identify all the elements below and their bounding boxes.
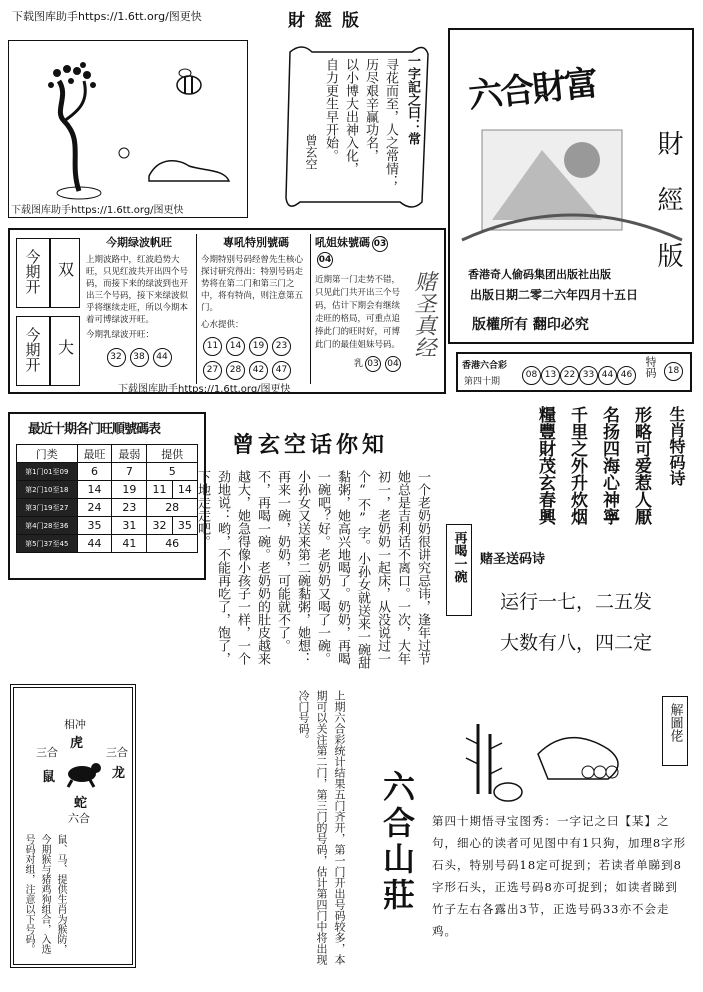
forecast-panel [8, 228, 446, 394]
col3-text: 近期第一门走势不错，只见此门共开出三个号码，估计下期会有继续走旺的格局，可重点追捧此门的旺时好，可博此门的最佳姐妹号码。 [315, 275, 401, 350]
tag-this-period-1: 今期开 [16, 238, 50, 308]
cover-panel [448, 28, 694, 344]
label-tiger: 虎 [70, 736, 84, 751]
col2-text: 今期特别号码经曾先生核心探讨研究得出：特别号码走势将在第二门和第三门之中，将有特尚，则注意第五门。 [201, 255, 304, 313]
lottery-result-bar [456, 352, 692, 392]
zodiac-poem-line-1: 形略可爱惹人厭 [631, 406, 651, 525]
special-number-ball: 18 [664, 362, 683, 381]
label-dragon: 龙 [112, 766, 126, 781]
col1-numbers [86, 344, 192, 367]
tag-double: 双 [50, 238, 80, 308]
riddle-line-4: 自力更生早开始。 [323, 58, 338, 162]
col2-title: 專吼特別號碼 [223, 236, 289, 249]
header-watermark: 下载图库助手https://1.6tt.org/图更快 [12, 10, 202, 23]
lottery-special-label: 特码 [644, 356, 657, 378]
column-sister-number [310, 234, 403, 384]
riddle-image-watermark: 下载图库助手https://1.6tt.org/图更快 [11, 205, 184, 216]
monkey-icon [62, 760, 102, 788]
cover-copyright: 版權所有 翻印必究 [472, 317, 589, 333]
col3-title-row [315, 234, 403, 268]
number-ball: 23 [272, 337, 291, 356]
story-side-title: 再喝一碗 [451, 531, 467, 583]
stats-header-best: 最旺 [77, 445, 112, 463]
riddle-scroll [282, 42, 432, 212]
label-liuhe: 六合 [68, 812, 90, 825]
zodiac-poem-title: 生肖特码诗 [667, 406, 686, 486]
col1-text: 上期波路中，红波趋势大旺，只见红波共开出四个号码，而接下来的绿波到也开出三个号码，接下来绿波似乎将继续走旺，所以今期本着可博绿波开旺。 [86, 255, 189, 325]
number-ball: 11 [203, 337, 222, 356]
interpretation-label-box [662, 696, 688, 766]
lottery-label: 香港六合彩 [462, 361, 508, 371]
number-ball: 03 [372, 236, 388, 252]
zodiac-poem-line-2: 名扬四海心神寧 [599, 406, 619, 525]
number-ball: 13 [541, 366, 560, 385]
stats-header-supply: 提供 [147, 445, 198, 463]
col3-foot: 乳 [353, 359, 363, 369]
zodiac-poem-line-4: 糧豐財茂玄春興 [535, 406, 555, 525]
number-ball: 44 [598, 366, 617, 385]
center-article: 上期六合彩统计结果五门齐开，第一门开出号码较多，本期可以关注第二门，第三门的号码，估计第四门中将出现冷门号码。 [297, 690, 346, 965]
riddle-author: 曾玄空 [304, 134, 318, 170]
tag-this-period-2: 今期开 [16, 316, 50, 386]
forecast-watermark: 下载图库助手https://1.6tt.org/图更快 [118, 384, 291, 395]
riddle-title: 一字記之曰：常 [405, 54, 420, 145]
number-ball: 46 [617, 366, 636, 385]
number-ball: 28 [226, 361, 245, 380]
cover-title: 六合財富 [466, 63, 599, 117]
number-ball: 47 [272, 361, 291, 380]
story-side-title-box [446, 524, 472, 616]
col1-title: 今期绿波帆旺 [106, 236, 172, 249]
zodiac-hint-text: 鼠、马、提供生肖为猴防，今期猴与猪鸡狗组合，入选号码对组，注意以下号码。 [23, 834, 66, 954]
stats-header-weak: 最弱 [112, 445, 147, 463]
gambling-poem-line-2: 大数有八，四二定 [500, 632, 653, 654]
label-sanhe-right: 三合 [106, 746, 128, 759]
treasure-map-illustration [438, 694, 658, 804]
interpretation-label: 解圖佬 [667, 703, 683, 742]
riddle-line-3: 以小博大出神入化， [343, 58, 358, 175]
column-special-number [196, 234, 311, 384]
gambling-poem [480, 548, 694, 668]
col3-title: 吼姐妹號碼 [315, 236, 370, 249]
table-row: 第3门19至27 24 23 28 [17, 499, 198, 517]
table-row: 第1门01至09 6 7 5 [17, 463, 198, 481]
story-title: 曾玄空话你知 [232, 432, 389, 458]
zodiac-panel [10, 684, 136, 968]
label-snake: 蛇 [74, 796, 88, 811]
riddle-illustration [9, 41, 245, 201]
number-ball: 22 [560, 366, 579, 385]
label-rat: 鼠 [42, 770, 56, 785]
label-sanhe-left: 三合 [36, 746, 58, 759]
cover-publisher: 香港奇人偷码集团出版社出版 [468, 268, 611, 281]
lottery-numbers [522, 362, 636, 385]
number-ball: 33 [579, 366, 598, 385]
seal-text: 赌圣真经 [411, 270, 436, 358]
col2-foot: 心水提供： [201, 320, 244, 330]
gambling-poem-line-1: 运行一七，二五发 [500, 591, 653, 613]
riddle-image-panel [8, 40, 248, 218]
label-xiangchong: 相冲 [64, 718, 86, 731]
number-ball: 44 [153, 348, 172, 367]
zodiac-poem-line-3: 千里之外升炊烟 [567, 406, 587, 525]
col2-numbers [201, 332, 311, 380]
number-ball: 42 [249, 361, 268, 380]
col1-foot: 今期乳绿波开旺： [86, 330, 155, 340]
interpretation-panel [428, 690, 694, 964]
number-ball: 08 [522, 366, 541, 385]
number-ball: 19 [249, 337, 268, 356]
table-row: 第2门10至18 14 19 11 14 [17, 481, 198, 499]
story-text: 一个老奶奶很讲究忌讳，逢年过节她总是吉利话不离口。一次，大年初一，老奶奶一起床，从没说过一个“不”字。小孙女就送来一碗甜黏粥，她高兴地喝了。奶奶，再喝一碗吧？好。老奶奶又喝了一碗。小孙女又送来第二碗黏粥，她想：再来一碗，奶奶，可能就不了。不，再喝一碗。老奶奶的肚皮越来越大，她急得像小孩子一样，一个劲地说：哟，不能再吃了，饱了，下地走走吧。 [195, 470, 430, 669]
riddle-line-1: 寻花而至，人之常情； [383, 58, 398, 188]
number-ball: 14 [226, 337, 245, 356]
number-ball: 04 [317, 252, 333, 268]
riddle-line-2: 历尽艰辛赢功名， [363, 58, 378, 162]
stats-header-door: 门类 [17, 445, 78, 463]
number-ball: 03 [365, 356, 381, 372]
col3-foot-row [315, 356, 403, 372]
number-ball: 32 [107, 348, 126, 367]
header-title: 財 經 版 [288, 11, 361, 31]
table-row: 第5门37至45 44 41 46 [17, 535, 198, 553]
zodiac-poem [518, 400, 694, 540]
tag-big: 大 [50, 316, 80, 386]
table-row: 第4门28至36 35 31 32 35 [17, 517, 198, 535]
column-green-wave [86, 234, 192, 367]
cover-date: 出版日期二零二六年四月十五日 [470, 288, 639, 302]
interpretation-text: 第四十期悟寻宝图秀：一字记之曰【某】之句，细心的读者可见图中有1只狗，加理8字形石头，特别号码18定可捉到；若读者单睇到8字形石头，正选号码8亦可捉到；如读者睇到竹子左右各露出3节，正选号码33亦不会走鸡。 [432, 814, 687, 938]
shanzhuang-title: 六合山莊 [378, 770, 416, 914]
gambling-poem-title: 赌圣送码诗 [480, 552, 546, 567]
cover-subtitle: 財 經 版 [653, 130, 683, 268]
number-ball: 38 [130, 348, 149, 367]
lottery-issue: 第四十期 [464, 377, 501, 387]
stats-title: 最近十期各门旺順號碼表 [28, 422, 161, 437]
number-ball: 27 [203, 361, 222, 380]
number-ball: 04 [385, 356, 401, 372]
